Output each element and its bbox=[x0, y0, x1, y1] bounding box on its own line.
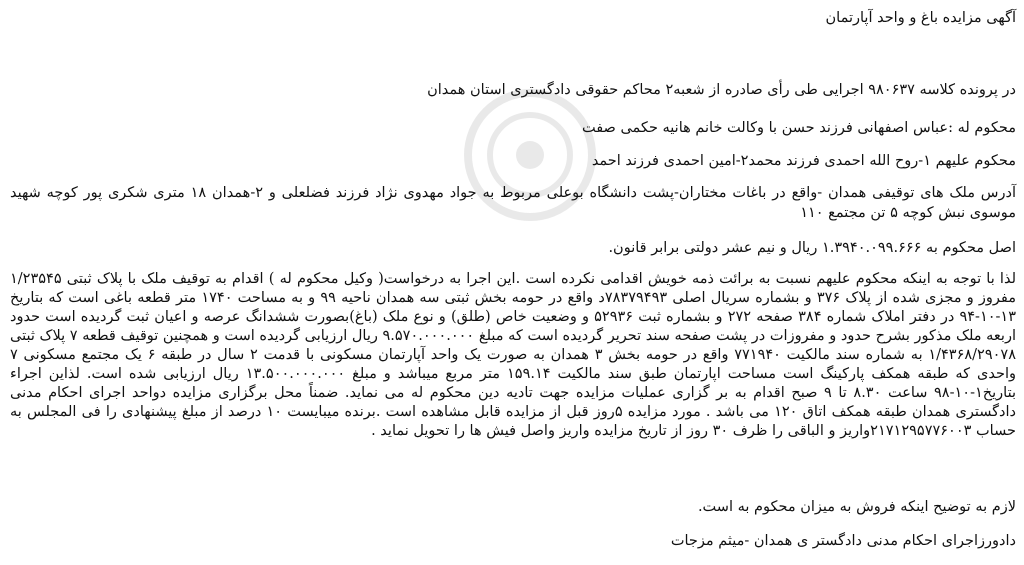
creditor-line: محکوم له :عباس اصفهانی فرزند حسن با وکالت خانم هانیه حکمی صفت bbox=[581, 120, 1016, 136]
principal-amount-line: اصل محکوم به ۱.۳۹۴۰.۰۹۹.۶۶۶ ریال و نیم عشر دولتی برابر قانون. bbox=[608, 240, 1016, 256]
property-address-paragraph: آدرس ملک های توقیفی همدان -واقع در باغات مختاران-پشت دانشگاه بوعلی مربوط به جواد مهدوی نژاد فرزند فضلعلی و ۲-همدان ۱۸ متری شکری پور کوچه شهید موسوی نبش کوچه ۵ تن مجتمع ۱۱۰ bbox=[10, 185, 1016, 221]
debtors-line: محکوم علیهم ۱-روح الله احمدی فرزند محمد۲-امین احمدی فرزند احمد bbox=[591, 153, 1016, 169]
signature-line: دادورزاجرای احکام مدنی دادگستر ی همدان -میثم مزجات bbox=[670, 533, 1016, 549]
sale-note-line: لازم به توضیح اینکه فروش به میزان محکوم به است. bbox=[697, 499, 1016, 515]
auction-details-paragraph: لذا با توجه به اینکه محکوم علیهم نسبت به برائت ذمه خویش اقدامی نکرده است .این اجرا به درخواست( وکیل محکوم له ) اقدام به توقیف ملک با پلاک ثبتی ۱/۲۳۵۴۵ مفروز و مجزی شده از پلاک ۳۷۶ و بشماره سریال اصلی ۷۸۳۷۹۴۹۳د واقع در حومه بخش ثبتی سه همدان ناحیه ۹۹ و به مساحت ۱۷۴۰ متر قطعه باغی است که بتاریخ ۱۳-۱۰-۹۴ در دفتر املاک شماره ۳۸۴ صفحه ۲۷۲ و بشماره ثبت ۵۲۹۳۶ و وضعیت خاص (طلق) و نوع ملک (باغ)بصورت ششدانگ عرصه و اعیان ثبت گردیده است حدود اربعه ملک مذکور بشرح حدود و مفروزات در پشت صفحه سند تحریر گردیده است که مبلغ ۹.۵۷۰.۰۰۰.۰۰۰ ریال ارزیابی گردیده است و همچنین توقیف قطعه ۷ پلاک ثبتی ۱/۴۳۶۸/۲۹۰۷۸ به شماره سند مالکیت ۷۷۱۹۴۰ واقع در حومه بخش ۳ همدان به صورت یک واحد آپارتمان مسکونی با قدمت ۲ سال در طبقه ۶ یک مجتمع مسکونی ۷ واحدی که طبقه همکف پارکینگ است مساحت اپارتمان طبق سند مالکیت ۱۵۹.۱۴ متر مربع میباشد و مبلغ ۱۳.۵۰۰.۰۰۰.۰۰۰ ریال ارزیابی شده است. لذاین اجراء بتاریخ۱-۱۰-۹۸ ساعت ۸.۳۰ تا ۹ صبح اقدام به بر گزاری عملیات مزایده جهت تادیه دین محکوم له می نماید. ضمناً محل برگزاری مزایده دواحد اجرای احکام مدنی دادگستری همدان طبقه همکف اتاق ۱۲۰ می باشد . مورد مزایده ۵روز قبل از مزایده قابل مشاهده است .برنده میبایست ۱۰ درصد از مبلغ پیشنهادی را فی المجلس به حساب ۲۱۷۱۲۹۵۷۷۶۰۰۳واریز و الباقی را ظرف ۳۰ روز از تاریخ مزایده واریز واصل فیش ها را تحویل نماید . bbox=[10, 271, 1017, 439]
case-number-line: در پرونده کلاسه ۹۸۰۶۳۷ اجرایی طی رأی صادره از شعبه۲ محاکم حقوقی دادگستری استان همدان bbox=[427, 82, 1016, 98]
notice-title: آگهی مزایده باغ و واحد آپارتمان bbox=[825, 10, 1016, 26]
